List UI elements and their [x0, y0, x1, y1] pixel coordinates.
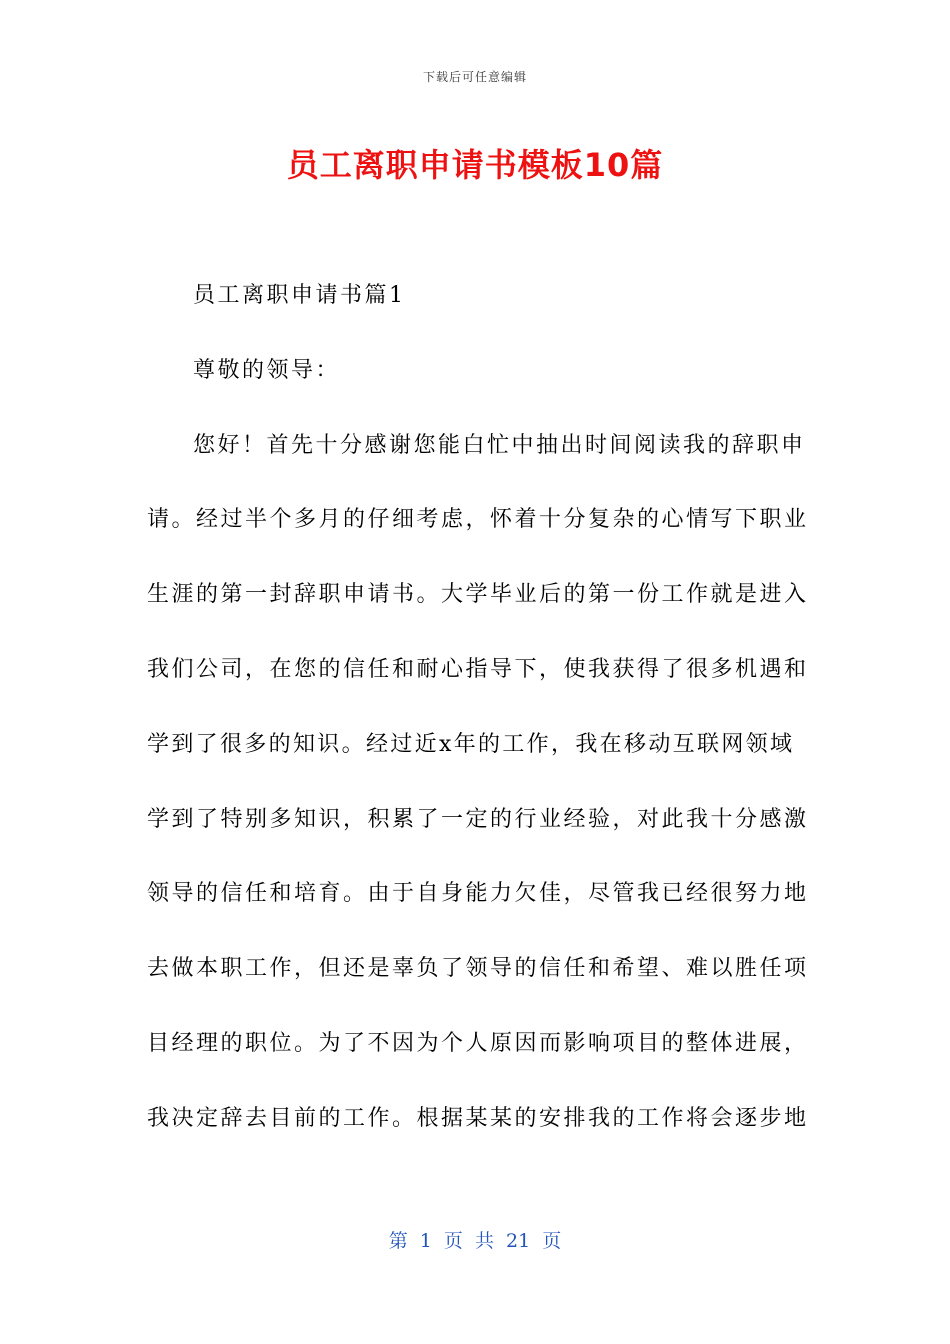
salutation: 尊敬的领导：: [193, 357, 341, 383]
document-title: 员工离职申请书模板10篇: [286, 146, 664, 184]
paragraph-line: 目经理的职位。为了不因为个人原因而影响项目的整体进展，: [147, 1030, 809, 1056]
page-number-footer: 第 1 页 共 21 页: [388, 1230, 562, 1252]
paragraph-line: 您好！首先十分感谢您能白忙中抽出时间阅读我的辞职申: [193, 432, 806, 458]
header-note: 下载后可任意编辑: [422, 70, 527, 84]
paragraph-line: 学到了很多的知识。经过近x年的工作，我在移动互联网领域: [147, 731, 792, 757]
paragraph-line: 领导的信任和培育。由于自身能力欠佳，尽管我已经很努力地: [147, 881, 809, 907]
paragraph-line: 生涯的第一封辞职申请书。大学毕业后的第一份工作就是进入: [147, 582, 809, 608]
paragraph-line: 去做本职工作，但还是辜负了领导的信任和希望、难以胜任项: [147, 956, 809, 982]
paragraph-line: 我决定辞去目前的工作。根据某某的安排我的工作将会逐步地: [147, 1105, 809, 1131]
paragraph-line: 我们公司，在您的信任和耐心指导下，使我获得了很多机遇和: [147, 656, 809, 682]
document-body: [147, 272, 809, 1170]
paragraph-line: 请。经过半个多月的仔细考虑，怀着十分复杂的心情写下职业: [147, 507, 809, 533]
section-heading: 员工离职申请书篇1: [193, 283, 406, 308]
paragraph-line: 学到了特别多知识，积累了一定的行业经验，对此我十分感激: [147, 806, 809, 832]
